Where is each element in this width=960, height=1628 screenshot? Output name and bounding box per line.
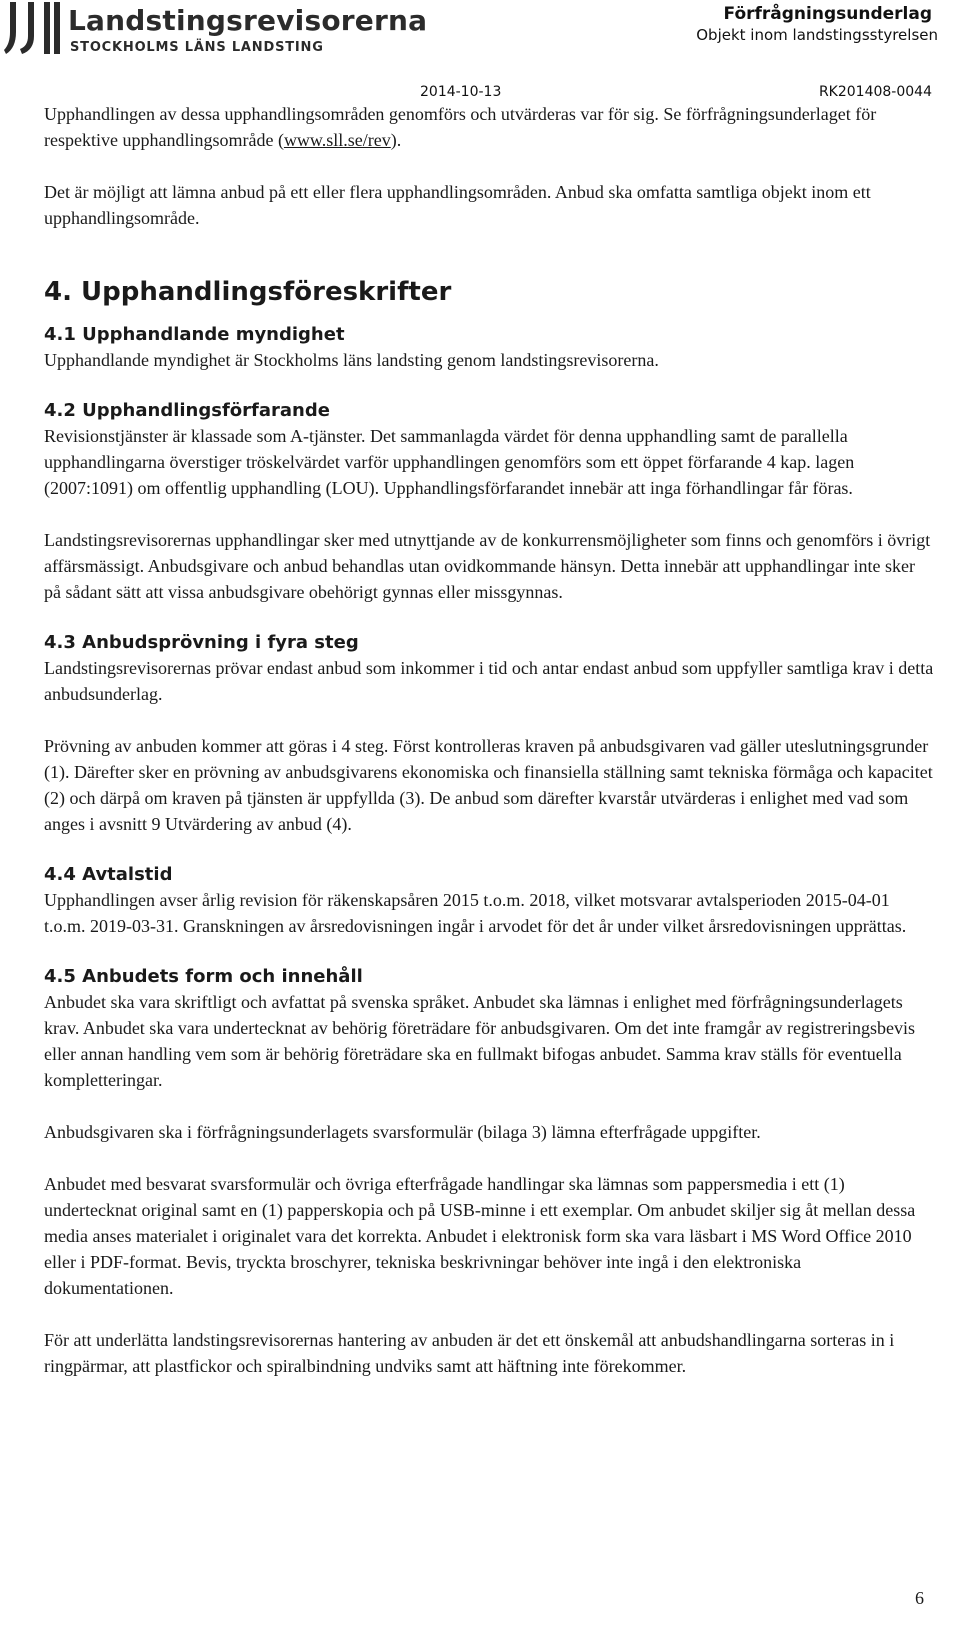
subsection-heading-4-2: 4.2 Upphandlingsförfarande <box>44 400 330 421</box>
page-number: 6 <box>915 1588 924 1608</box>
website-link[interactable]: www.sll.se/rev <box>283 130 391 150</box>
paragraph: Anbudet med besvarat svarsformulär och övriga efterfrågade handlingar ska lämnas som pappersmedia i ett (1) undertecknat original samt en (1) papperskopia och på USB-minne i ett exemplar. Om anbudet skiljer sig åt mellan dessa media anses materialet i originalet vara det korrekta. Anbudet i elektronisk form ska vara läsbart i MS Word Office 2010 eller i PDF-format. Bevis, tryckta broschyrer, tekniska beskrivningar behöver inte ingå i den elektroniska dokumentationen. <box>44 1174 916 1298</box>
intro-paragraph-1 <box>44 101 934 153</box>
document-subject: Objekt inom landstingsstyrelsen <box>696 26 938 44</box>
intro-text: Upphandlingen av dessa upphandlingsområden genomförs och utvärderas var för sig. Se förfrågningsunderlaget för respektive upphandlingsområde ( <box>44 104 877 150</box>
intro-text-end: ). <box>390 130 402 150</box>
intro-paragraph-2: Det är möjligt att lämna anbud på ett eller flera upphandlingsområden. Anbud ska omfatta samtliga objekt inom ett upphandlingsområde. <box>44 182 871 228</box>
organization-name: Landstingsrevisorerna <box>68 4 428 37</box>
document-date: 2014-10-13 <box>420 84 502 100</box>
subsection-heading-4-3: 4.3 Anbudsprövning i fyra steg <box>44 632 359 653</box>
document-type: Förfrågningsunderlag <box>723 4 932 24</box>
section-heading: 4. Upphandlingsföreskrifter <box>44 277 452 307</box>
organization-subtitle: STOCKHOLMS LÄNS LANDSTING <box>70 40 324 55</box>
paragraph: Anbudet ska vara skriftligt och avfattat på svenska språket. Anbudet ska lämnas i enlighet med förfrågningsunderlagets krav. Anbudet ska vara undertecknat av behörig företrädare för anbudsgivaren. Om det inte framgår av registreringsbevis eller annan handling vem som är behörig företrädare ska en fullmakt bifogas anbudet. Samma krav ställs för eventuella kompletteringar. <box>44 992 915 1090</box>
paragraph: Upphandlande myndighet är Stockholms läns landsting genom landstingsrevisorerna. <box>44 350 659 370</box>
subsection-heading-4-1: 4.1 Upphandlande myndighet <box>44 324 345 345</box>
paragraph: Landstingsrevisorernas prövar endast anbud som inkommer i tid och antar endast anbud som uppfyller samtliga krav i detta anbudsunderlag. <box>44 658 934 704</box>
paragraph: För att underlätta landstingsrevisorernas hantering av anbuden är det ett önskemål att anbudshandlingarna sorteras in i ringpärmar, att plastfickor och spiralbindning undviks samt att häftning inte förekommer. <box>44 1330 895 1376</box>
document-body <box>44 101 934 1379</box>
paragraph: Anbudsgivaren ska i förfrågningsunderlagets svarsformulär (bilaga 3) lämna efterfrågade uppgifter. <box>44 1122 761 1142</box>
sll-logo-icon <box>4 2 66 54</box>
document-reference: RK201408-0044 <box>818 84 932 100</box>
paragraph: Upphandlingen avser årlig revision för räkenskapsåren 2015 t.o.m. 2018, vilket motsvarar avtalsperioden 2015-04-01 t.o.m. 2019-03-31. Granskningen av årsredovisningen ingår i arvodet för det år under vilket årsredovisningen upprättas. <box>44 890 907 936</box>
paragraph: Prövning av anbuden kommer att göras i 4 steg. Först kontrolleras kraven på anbudsgivaren vad gäller uteslutningsgrunder (1). Därefter sker en prövning av anbudsgivarens ekonomiska och finansiella ställning samt tekniska förmåga och kapacitet (2) och därpå om kraven på tjänsten är uppfyllda (3). De anbud som därefter kvarstår utvärderas i enlighet med vad som anges i avsnitt 9 Utvärdering av anbud (4). <box>44 736 933 834</box>
paragraph: Revisionstjänster är klassade som A-tjänster. Det sammanlagda värdet för denna upphandling samt de parallella upphandlingarna överstiger tröskelvärdet varför upphandlingen genomförs som ett öppet förfarande 4 kap. lagen (2007:1091) om offentlig upphandling (LOU). Upphandlingsförfarandet innebär att inga förhandlingar får föras. <box>44 426 855 498</box>
subsection-heading-4-5: 4.5 Anbudets form och innehåll <box>44 966 363 987</box>
paragraph: Landstingsrevisorernas upphandlingar sker med utnyttjande av de konkurrensmöjligheter som finns och genomförs i övrigt affärsmässigt. Anbudsgivare och anbud behandlas utan ovidkommande hänsyn. Detta innebär att upphandlingar inte sker på sådant sätt att vissa anbudsgivare obehörigt gynnas eller missgynnas. <box>44 530 931 602</box>
page-header <box>0 0 960 100</box>
subsection-heading-4-4: 4.4 Avtalstid <box>44 864 173 885</box>
